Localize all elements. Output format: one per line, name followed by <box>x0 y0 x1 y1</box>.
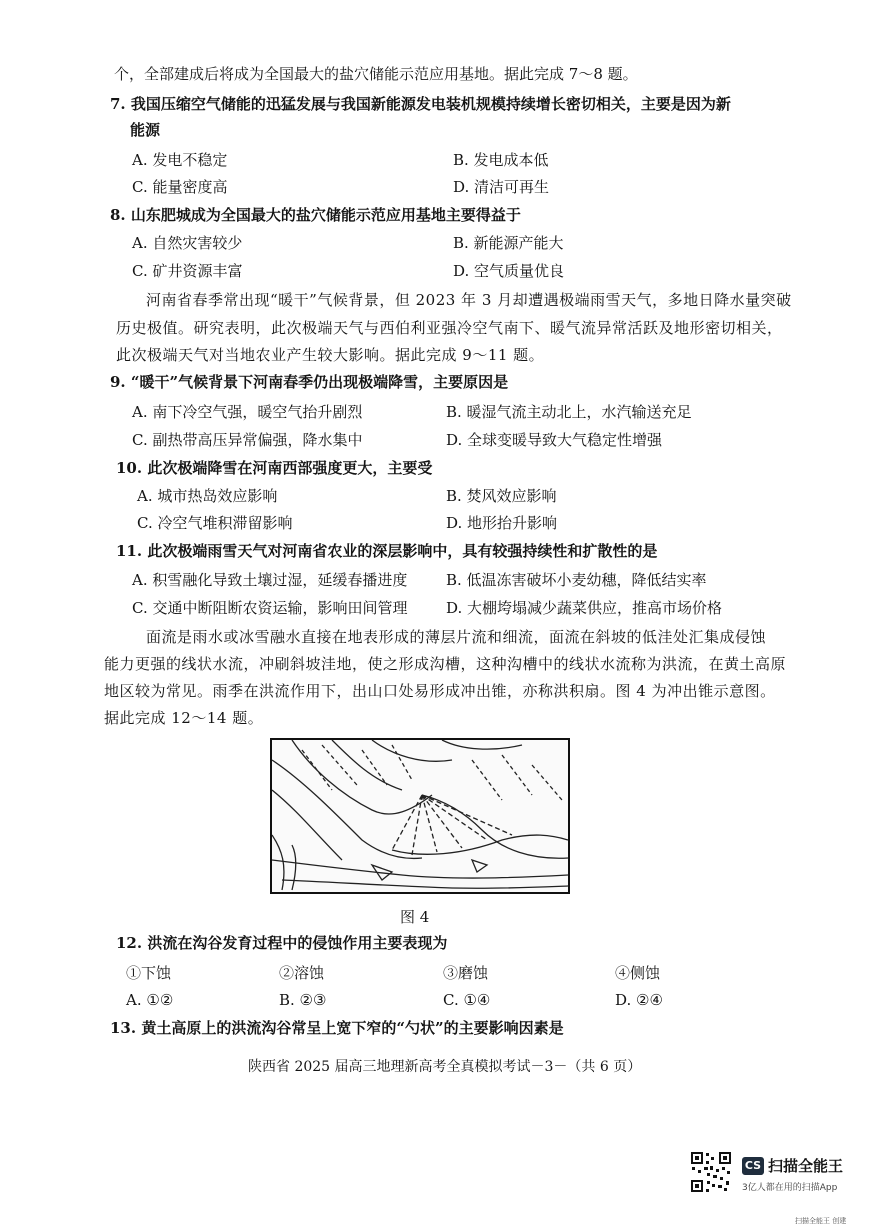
q12-stem: 12. 洪流在沟谷发育过程中的侵蚀作用主要表现为 <box>116 934 448 952</box>
q12-option-d: D. ②④ <box>615 991 663 1009</box>
q12-option-b: B. ②③ <box>279 991 327 1009</box>
rock <box>472 860 487 872</box>
q7-option-d: D. 清洁可再生 <box>453 178 550 196</box>
qr-code-icon <box>690 1151 732 1193</box>
page-footer: 陕西省 2025 届高三地理新高考全真模拟考试－3－（共 6 页） <box>248 1059 642 1075</box>
valley-floor <box>272 860 568 878</box>
q12-item-2: ②溶蚀 <box>279 964 325 982</box>
figure-caption: 图 4 <box>400 908 430 926</box>
q10-stem: 10. 此次极端降雪在河南西部强度更大，主要受 <box>116 459 433 477</box>
q10-option-d: D. 地形抬升影响 <box>446 514 558 532</box>
q12-option-c: C. ①④ <box>443 991 491 1009</box>
flow-lines <box>302 745 412 790</box>
q13-stem: 13. 黄土高原上的洪流沟谷常呈上宽下窄的“勺状”的主要影响因素是 <box>110 1019 564 1037</box>
alluvial-fan-figure <box>270 738 570 894</box>
scanner-brand <box>742 1155 843 1176</box>
q8-stem: 8. 山东肥城成为全国最大的盐穴储能示范应用基地主要得益于 <box>110 206 521 224</box>
valley-floor <box>282 880 568 888</box>
q11-stem: 11. 此次极端雨雪天气对河南省农业的深层影响中，具有较强持续性和扩散性的是 <box>116 542 658 560</box>
q12-item-4: ④侧蚀 <box>615 964 661 982</box>
q8-option-b: B. 新能源产能大 <box>453 234 564 252</box>
scanner-brand-name: 扫描全能王 <box>768 1157 844 1175</box>
q11-option-a: A. 积雪融化导致土壤过湿，延缓春播进度 <box>132 571 408 589</box>
q7-option-a: A. 发电不稳定 <box>132 151 228 169</box>
flow-lines <box>472 755 562 800</box>
q11-option-b: B. 低温冻害破坏小麦幼穗，降低结实率 <box>446 571 707 589</box>
q10-option-a: A. 城市热岛效应影响 <box>137 487 278 505</box>
fan-radial-lines <box>392 795 512 855</box>
q9-option-a: A. 南下冷空气强，暖空气抬升剧烈 <box>132 403 363 421</box>
left-slope <box>292 845 296 890</box>
ridge-line <box>272 790 342 860</box>
q7-stem-line2: 能源 <box>130 121 161 139</box>
q7-stem-line1: 7. 我国压缩空气储能的迅猛发展与我国新能源发电装机规模持续增长密切相关，主要是因为新 <box>110 95 731 113</box>
q10-option-c: C. 冷空气堆积滞留影响 <box>137 514 293 532</box>
passage2-line3: 此次极端天气对当地农业产生较大影响。据此完成 9～11 题。 <box>116 346 545 364</box>
passage3-line3: 地区较为常见。雨季在洪流作用下，出山口处易形成冲出锥，亦称洪积扇。图 4 为冲出锥示意图。 <box>104 682 776 700</box>
q10-option-b: B. 焚风效应影响 <box>446 487 557 505</box>
scanner-logo-icon: CS <box>742 1157 764 1175</box>
fan-edge <box>422 795 568 858</box>
q9-option-d: D. 全球变暖导致大气稳定性增强 <box>446 431 663 449</box>
q7-option-b: B. 发电成本低 <box>453 151 549 169</box>
q9-stem: 9. “暖干”气候背景下河南春季仍出现极端降雪，主要原因是 <box>110 373 509 391</box>
fan-contour <box>392 835 568 854</box>
q7-option-c: C. 能量密度高 <box>132 178 228 196</box>
passage2-line2: 历史极值。研究表明，此次极端天气与西伯利亚强冷空气南下、暖气流异常活跃及地形密切相关， <box>116 319 783 337</box>
q8-option-d: D. 空气质量优良 <box>453 262 565 280</box>
scanner-brand-subtitle: 3亿人都在用的扫描App <box>742 1183 838 1193</box>
scanner-corner-mark: 扫描全能王 创建 <box>795 1217 847 1225</box>
q9-option-c: C. 副热带高压异常偏强，降水集中 <box>132 431 363 449</box>
q12-item-3: ③磨蚀 <box>443 964 489 982</box>
alluvial-fan-sketch <box>272 740 568 892</box>
passage3-line1: 面流是雨水或冰雪融水直接在地表形成的薄层片流和细流，面流在斜坡的低洼处汇集成侵蚀 <box>146 628 767 646</box>
q11-option-d: D. 大棚垮塌减少蔬菜供应，推高市场价格 <box>446 599 723 617</box>
passage3-line2: 能力更强的线状水流，冲刷斜坡洼地，使之形成沟槽，这种沟槽中的线状水流称为洪流，在黄土高原 <box>104 655 787 673</box>
ridge-line <box>332 740 402 790</box>
q9-option-b: B. 暖湿气流主动北上，水汽输送充足 <box>446 403 692 421</box>
q8-option-a: A. 自然灾害较少 <box>132 234 243 252</box>
passage3-line4: 据此完成 12～14 题。 <box>104 709 264 727</box>
intro-tail: 个，全部建成后将成为全国最大的盐穴储能示范应用基地。据此完成 7～8 题。 <box>114 65 638 83</box>
passage2-line1: 河南省春季常出现“暖干”气候背景，但 2023 年 3 月却遭遇极端雨雪天气，多地日降水量突破 <box>146 291 792 309</box>
ridge-line <box>442 740 522 749</box>
q12-item-1: ①下蚀 <box>126 964 172 982</box>
q11-option-c: C. 交通中断阻断农资运输，影响田间管理 <box>132 599 408 617</box>
ridge-line <box>372 740 452 761</box>
q8-option-c: C. 矿井资源丰富 <box>132 262 243 280</box>
left-slope <box>272 835 284 890</box>
q12-option-a: A. ①② <box>126 991 174 1009</box>
ridge-line <box>272 760 422 858</box>
